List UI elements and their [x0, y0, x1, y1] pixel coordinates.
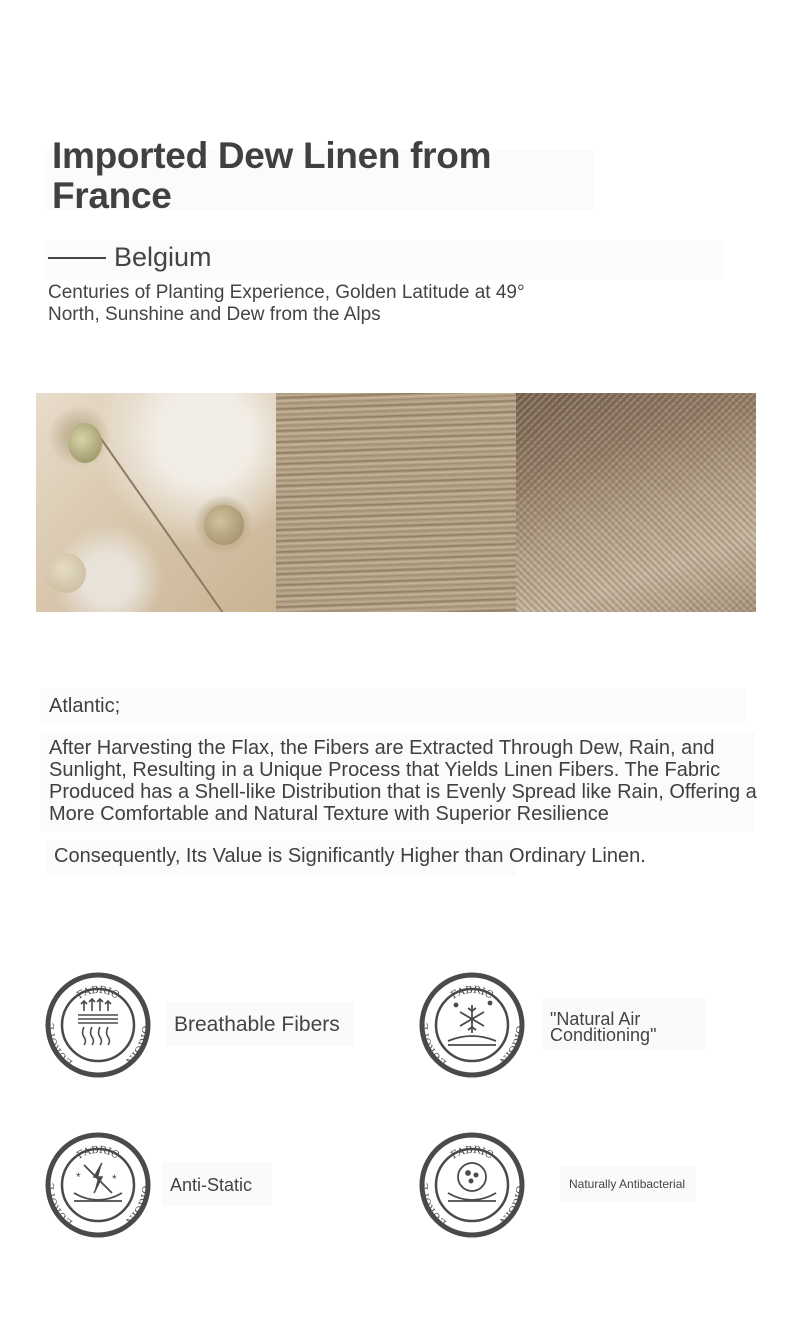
svg-text:FABRIC: [75, 1145, 121, 1162]
badge-right-text: ORIGIN: [122, 1185, 151, 1227]
region-name: Belgium: [114, 242, 212, 272]
region-dash: [48, 257, 106, 259]
svg-text:FABRIC: [449, 1145, 495, 1162]
badge-top-text: FABRIC: [75, 1144, 121, 1162]
process-text: After Harvesting the Flax, the Fibers are Extracted Through Dew, Rain, and Sunlight, Resulting in a Unique Process that Yields Linen Fibers. The Fabric Produced has a Shell-like Distribution that is Evenly Spread like Rain, Offering a More Comfortable and Natural Texture with Superior Resilience: [49, 737, 757, 825]
air-conditioning-badge: [418, 971, 526, 1079]
photo-strip: [36, 393, 756, 612]
value-text: Consequently, Its Value is Significantly Higher than Ordinary Linen.: [54, 845, 646, 867]
feature-label-air-conditioning: "Natural Air Conditioning": [550, 1009, 657, 1045]
antibacterial-icon: [448, 1163, 496, 1201]
origin-text: Atlantic;: [49, 695, 121, 717]
badge-right-text: ORIGIN: [122, 1025, 151, 1067]
badge-left-text: EUROPE: [419, 1022, 450, 1069]
badge-top-text: FABRIC: [449, 984, 495, 1002]
svg-text:EUROPE: [420, 1183, 449, 1228]
antibacterial-badge: [418, 1131, 526, 1239]
breathable-icon: [78, 999, 118, 1045]
snowflake-icon: [448, 1002, 496, 1046]
svg-text:EUROPE: [420, 1023, 449, 1068]
page-title: Imported Dew Linen from France: [52, 135, 492, 216]
svg-text:FABRIC: [449, 985, 495, 1002]
svg-text:*: *: [76, 1170, 81, 1184]
badge-top-text: FABRIC: [75, 984, 121, 1002]
flax-flower-photo: [36, 393, 276, 612]
svg-text:*: *: [112, 1172, 117, 1186]
badge-right-text: ORIGIN: [496, 1025, 525, 1067]
flax-fiber-photo: [276, 393, 516, 612]
badge-right-text: ORIGIN: [496, 1185, 525, 1227]
feature-label-antibacterial: Naturally Antibacterial: [569, 1177, 686, 1191]
linen-fabric-photo: [516, 393, 756, 612]
svg-text:FABRIC: [75, 985, 121, 1002]
breathable-badge: [44, 971, 152, 1079]
origin-background: [40, 688, 746, 724]
feature-label-breathable: Breathable Fibers: [174, 1013, 340, 1036]
svg-text:EUROPE: [46, 1023, 75, 1068]
svg-text:EUROPE: [46, 1183, 75, 1228]
badge-top-text: FABRIC: [449, 1144, 495, 1162]
region-description: Centuries of Planting Experience, Golden Latitude at 49° North, Sunshine and Dew from the Alps: [48, 282, 525, 325]
badge-left-text: EUROPE: [45, 1022, 76, 1069]
badge-left-text: EUROPE: [45, 1182, 76, 1229]
anti-static-icon: [74, 1163, 122, 1201]
anti-static-badge: [44, 1131, 152, 1239]
badge-left-text: EUROPE: [419, 1182, 450, 1229]
feature-label-anti-static: Anti-Static: [170, 1175, 253, 1195]
